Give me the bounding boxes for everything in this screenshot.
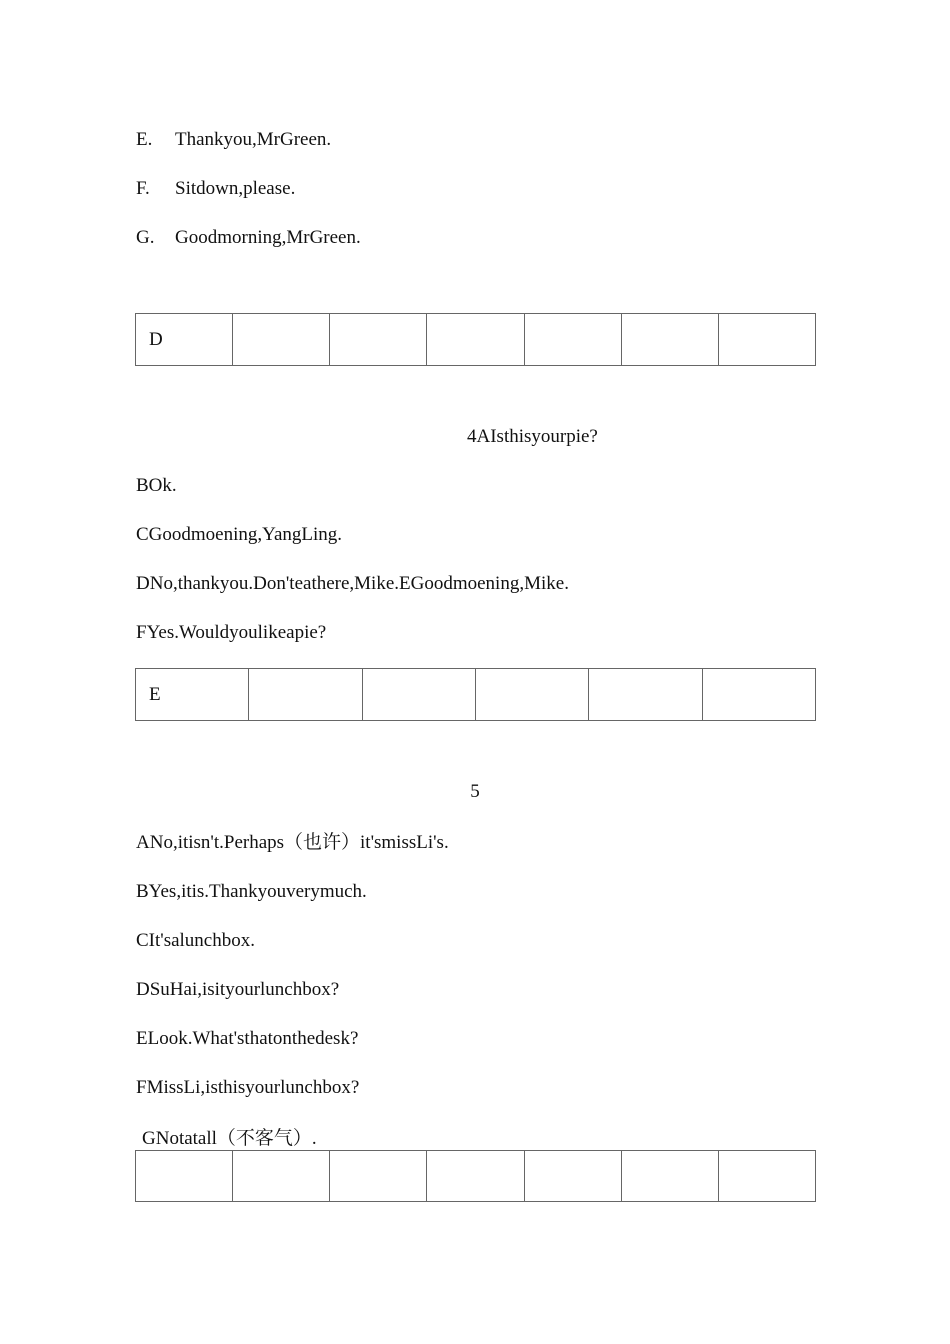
answer-cell[interactable] (427, 1151, 524, 1202)
answer-cell[interactable] (524, 314, 621, 366)
answer-cell[interactable] (233, 314, 330, 366)
answer-cell[interactable] (718, 314, 815, 366)
option-f (136, 177, 295, 201)
answer-row (136, 669, 816, 721)
answer-table-5 (135, 1150, 816, 1202)
answer-cell[interactable] (524, 1151, 621, 1202)
option-text: Sitdown,please. (175, 178, 296, 199)
answer-table-3 (135, 313, 816, 366)
option-line: BYes,itis.Thankyouverymuch. (136, 881, 367, 902)
option-line: DNo,thankyou.Don'teathere,Mike.EGoodmoening,Mike. (136, 573, 569, 594)
option-line: DSuHai,isityourlunchbox? (136, 979, 340, 1000)
answer-cell[interactable] (475, 669, 588, 721)
answer-cell[interactable] (427, 314, 524, 366)
option-line: FYes.Wouldyoulikeapie? (136, 622, 327, 643)
answer-cell[interactable] (621, 1151, 718, 1202)
answer-row (136, 1151, 816, 1202)
option-line: GNotatall（不客气）. (142, 1128, 317, 1149)
option-label: E. (136, 129, 153, 150)
answer-cell[interactable] (136, 1151, 233, 1202)
option-label: G. (136, 227, 155, 248)
answer-cell[interactable] (589, 669, 702, 721)
section-4-heading-text: 4AIsthisyourpie? (467, 426, 598, 447)
option-line: ELook.What'sthatonthedesk? (136, 1028, 359, 1049)
answer-cell[interactable]: D (136, 314, 233, 366)
option-line: FMissLi,isthisyourlunchbox? (136, 1077, 360, 1098)
option-line: ANo,itisn't.Perhaps（也许）it'smissLi's. (136, 832, 449, 853)
answer-cell[interactable] (702, 669, 815, 721)
option-line: BOk. (136, 475, 177, 496)
answer-cell[interactable] (330, 314, 427, 366)
answer-cell[interactable] (249, 669, 362, 721)
option-text: Thankyou,MrGreen. (175, 129, 332, 150)
answer-cell[interactable] (233, 1151, 330, 1202)
answer-cell[interactable] (621, 314, 718, 366)
answer-row (136, 314, 816, 366)
option-e (136, 128, 331, 152)
answer-cell[interactable] (330, 1151, 427, 1202)
option-line: CIt'salunchbox. (136, 930, 255, 951)
option-label: F. (136, 178, 150, 199)
option-text: Goodmorning,MrGreen. (175, 227, 361, 248)
option-line: CGoodmoening,YangLing. (136, 524, 343, 545)
answer-cell[interactable]: E (136, 669, 249, 721)
option-g (136, 226, 361, 250)
answer-cell[interactable] (718, 1151, 815, 1202)
answer-table-4 (135, 668, 816, 721)
section-5-heading: 5 (470, 781, 480, 802)
answer-cell[interactable] (362, 669, 475, 721)
